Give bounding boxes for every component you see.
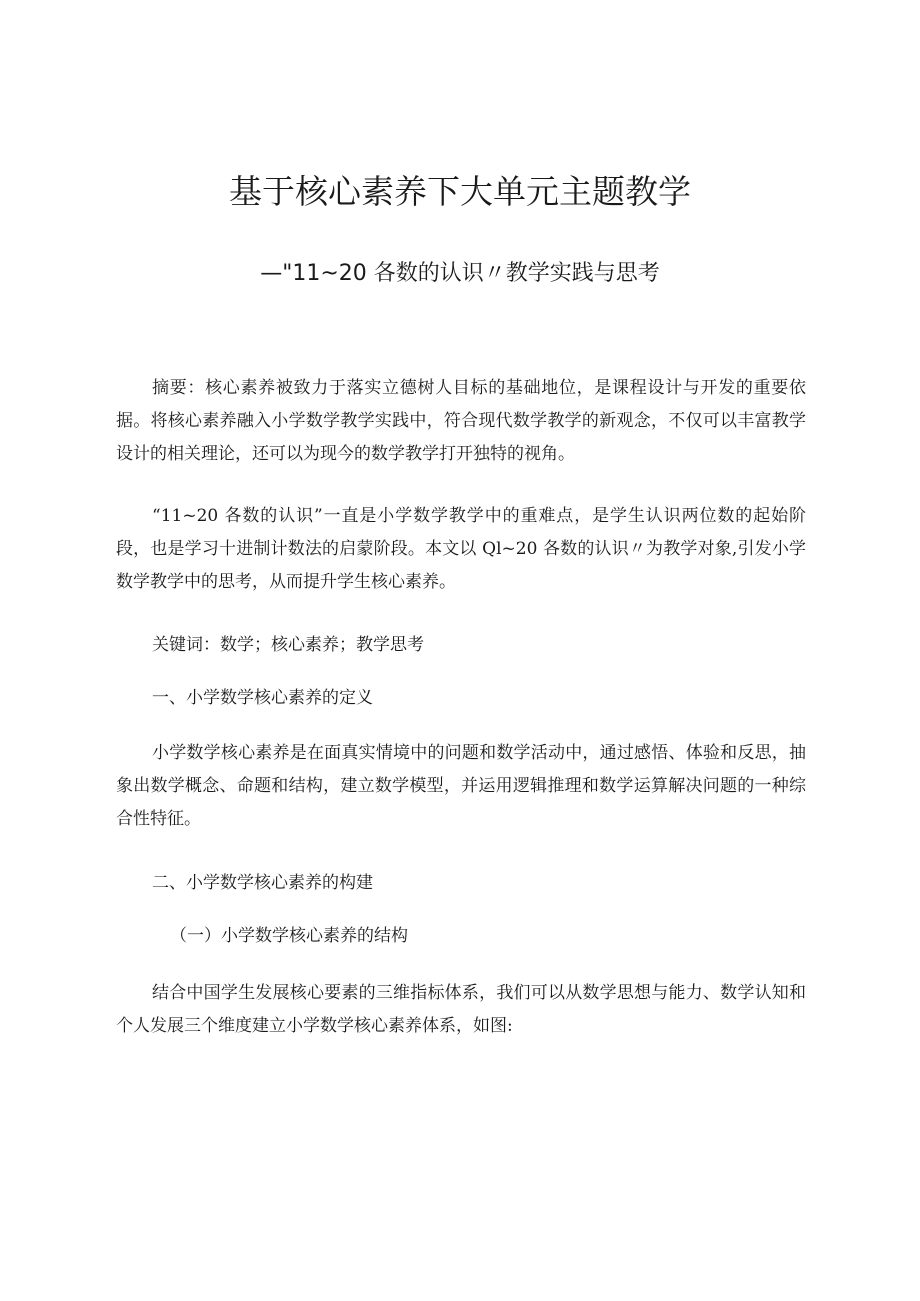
document-subtitle: —"11~20 各数的认识〃教学实践与思考 — [260, 261, 660, 286]
section1-heading: 一、小学数学核心素养的定义 — [152, 688, 373, 708]
intro-paragraph: “11~20 各数的认识”一直是小学数学教学中的重难点，是学生认识两位数的起始阶段，也是学习十进制计数法的启蒙阶段。本文以 Ql~20 各数的认识〃为教学对象,引发小学数学教学中的思考，从而提升学生核心素养。 — [116, 506, 806, 592]
keywords-line: 关键词：数学；核心素养；教学思考 — [152, 635, 424, 655]
document-title: 基于核心素养下大单元主题教学 — [229, 172, 691, 211]
section1-paragraph: 小学数学核心素养是在面真实情境中的问题和数学活动中，通过感悟、体验和反思，抽象出数学概念、命题和结构，建立数学模型，并运用逻辑推理和数学运算解决问题的一种综合性特征。 — [116, 743, 806, 829]
section2-paragraph: 结合中国学生发展核心要素的三维指标体系，我们可以从数学思想与能力、数学认知和个人发展三个维度建立小学数学核心素养体系，如图: — [116, 983, 806, 1036]
abstract-paragraph: 摘要：核心素养被致力于落实立德树人目标的基础地位，是课程设计与开发的重要依据。将核心素养融入小学数学教学实践中，符合现代数学教学的新观念，不仅可以丰富教学设计的相关理论，还可以为现今的数学教学打开独特的视角。 — [116, 378, 806, 464]
section2-heading: 二、小学数学核心素养的构建 — [152, 873, 373, 893]
section2-subheading: （一）小学数学核心素养的结构 — [170, 926, 408, 946]
